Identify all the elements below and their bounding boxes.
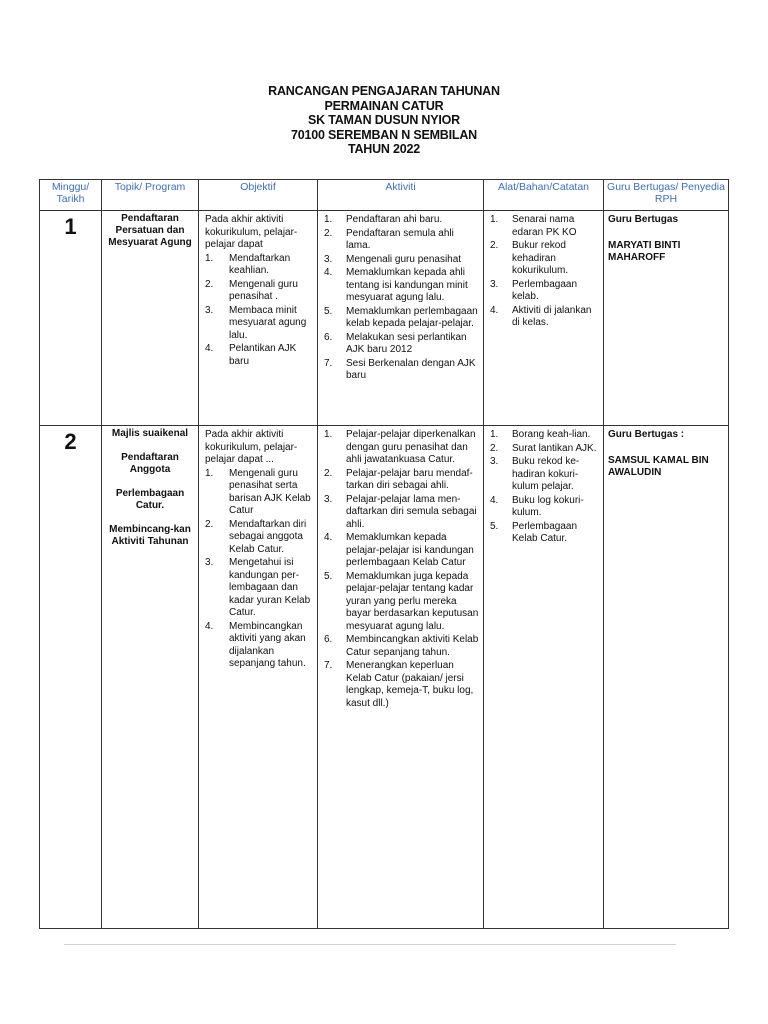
list-item: 2. Mendaftarkan diri sebagai anggota Kelab Catur. (205, 518, 307, 555)
table-row (40, 211, 729, 426)
week-cell (40, 211, 102, 426)
list-item: 3. Buku rekod ke-hadiran kokuri-kulum pelajar. (490, 456, 580, 492)
header-activity: Aktiviti (318, 180, 484, 211)
list-item: 4. Memaklumkan kepada ahli tentang isi kandungan minit mesyuarat agung lalu. (324, 267, 468, 303)
list-item: 5. Memaklumkan juga kepada pelajar-pelajar tentang kadar yuran yang perlu mereka bayar berdasarkan keputusan mesyuarat agung lalu. (324, 570, 479, 632)
list-item: 1. Senarai nama edaran PK KO (490, 214, 577, 238)
list-item: 6. Melakukan sesi perlantikan AJK baru 2012 (324, 331, 467, 355)
list-item: 3. Membaca minit mesyuarat agung lalu. (205, 304, 307, 341)
topic-item: Membincang-kan Aktiviti Tahunan (109, 524, 191, 547)
table-header-row (40, 180, 729, 211)
list-item: 2. Bukur rekod kehadiran kokurikulum. (490, 240, 569, 276)
materials-cell (484, 211, 604, 426)
objective-intro: Pada akhir aktiviti kokurikulum, pelajar-pelajar dapat (205, 214, 298, 250)
page-divider (64, 944, 676, 945)
list-item: 2. Pendaftaran semula ahli lama. (324, 227, 454, 251)
list-item: 3. Pelajar-pelajar lama men- daftarkan diri semula sebagai ahli. (324, 493, 477, 530)
teacher-cell (604, 211, 729, 426)
title-line: PERMAINAN CATUR (324, 98, 444, 113)
title-line: RANCANGAN PENGAJARAN TAHUNAN (268, 84, 500, 98)
week-number: 1 (64, 214, 77, 239)
document-title (0, 84, 768, 157)
list-item: 4. Aktiviti di jalankan di kelas. (490, 304, 592, 328)
list-item: 6. Membincangkan aktiviti Kelab Catur sepanjang tahun. (324, 634, 479, 658)
list-item: 4. Pelantikan AJK baru (205, 343, 297, 367)
table-row (40, 426, 729, 929)
list-item: 4. Membincangkan aktiviti yang akan dijalankan sepanjang tahun. (205, 620, 306, 669)
list-item: 1. Borang keah-lian. (490, 429, 591, 440)
activity-cell (318, 211, 484, 426)
topic-item: Perlembagaan Catur. (115, 488, 185, 511)
list-item: 5. Perlembagaan Kelab Catur. (490, 520, 578, 544)
week-cell (40, 426, 102, 929)
header-objective: Objektif (199, 180, 318, 211)
objective-intro: Pada akhir aktiviti kokurikulum, pelajar-pelajar dapat ... (205, 429, 298, 465)
list-item: 2. Pelajar-pelajar baru mendaf-tarkan diri sebagai ahli. (324, 467, 473, 491)
header-teacher: Guru Bertugas/ Penyedia RPH (604, 180, 729, 211)
list-item: 7. Menerangkan keperluan Kelab Catur (pakaian/ jersi lengkap, kemeja-T, buku log, kasut dll.) (324, 660, 474, 709)
teacher-name: MARYATI BINTI MAHAROFF (608, 239, 681, 263)
list-item: 1. Mendaftarkan keahlian. (205, 252, 291, 276)
list-item: 5. Memaklumkan perlembagaan kelab kepada pelajar-pelajar. (324, 305, 478, 329)
teacher-label: Guru Bertugas (608, 214, 679, 225)
list-item: 3. Perlembagaan kelab. (490, 278, 578, 302)
objective-cell (199, 426, 318, 929)
list-item: 4. Memaklumkan kepada pelajar-pelajar isi kandungan perlembagaan Kelab Catur (324, 532, 474, 568)
header-materials: Alat/Bahan/Catatan (484, 180, 604, 211)
topic-item: Pendaftaran Persatuan dan Mesyuarat Agung (108, 213, 192, 248)
header-topic: Topik/ Program (102, 180, 199, 211)
list-item: 3. Mengetahui isi kandungan per-lembagaan dan kadar yuran Kelab Catur. (205, 557, 311, 618)
list-item: 4. Buku log kokuri-kulum. (490, 494, 584, 518)
lesson-plan-table (39, 179, 729, 929)
teacher-label: Guru Bertugas : (608, 429, 685, 440)
objective-cell (199, 211, 318, 426)
header-week: Minggu/ Tarikh (40, 180, 102, 211)
topic-item: Majlis suaikenal (111, 428, 189, 439)
topic-cell (102, 211, 199, 426)
teacher-name: SAMSUL KAMAL BIN AWALUDIN (608, 454, 709, 478)
topic-cell (102, 426, 199, 929)
list-item: 1. Pendaftaran ahi baru. (324, 214, 443, 225)
topic-item: Pendaftaran Anggota (121, 452, 179, 475)
list-item: 1. Mengenali guru penasihat serta barisan AJK Kelab Catur (205, 467, 311, 516)
list-item: 1. Pelajar-pelajar diperkenalkan dengan guru penasihat dan ahli jawatankuasa Catur. (324, 429, 476, 465)
list-item: 7. Sesi Berkenalan dengan AJK baru (324, 357, 476, 381)
title-line: TAHUN 2022 (347, 142, 421, 156)
title-line: SK TAMAN DUSUN NYIOR (307, 113, 461, 127)
materials-cell (484, 426, 604, 929)
teacher-cell (604, 426, 729, 929)
week-number: 2 (64, 429, 77, 454)
activity-cell (318, 426, 484, 929)
list-item: 3. Mengenali guru penasihat (324, 253, 462, 265)
title-line: 70100 SEREMBAN N SEMBILAN (290, 127, 478, 142)
list-item: 2. Surat lantikan AJK. (490, 442, 597, 454)
list-item: 2. Mengenali guru penasihat . (205, 278, 298, 302)
